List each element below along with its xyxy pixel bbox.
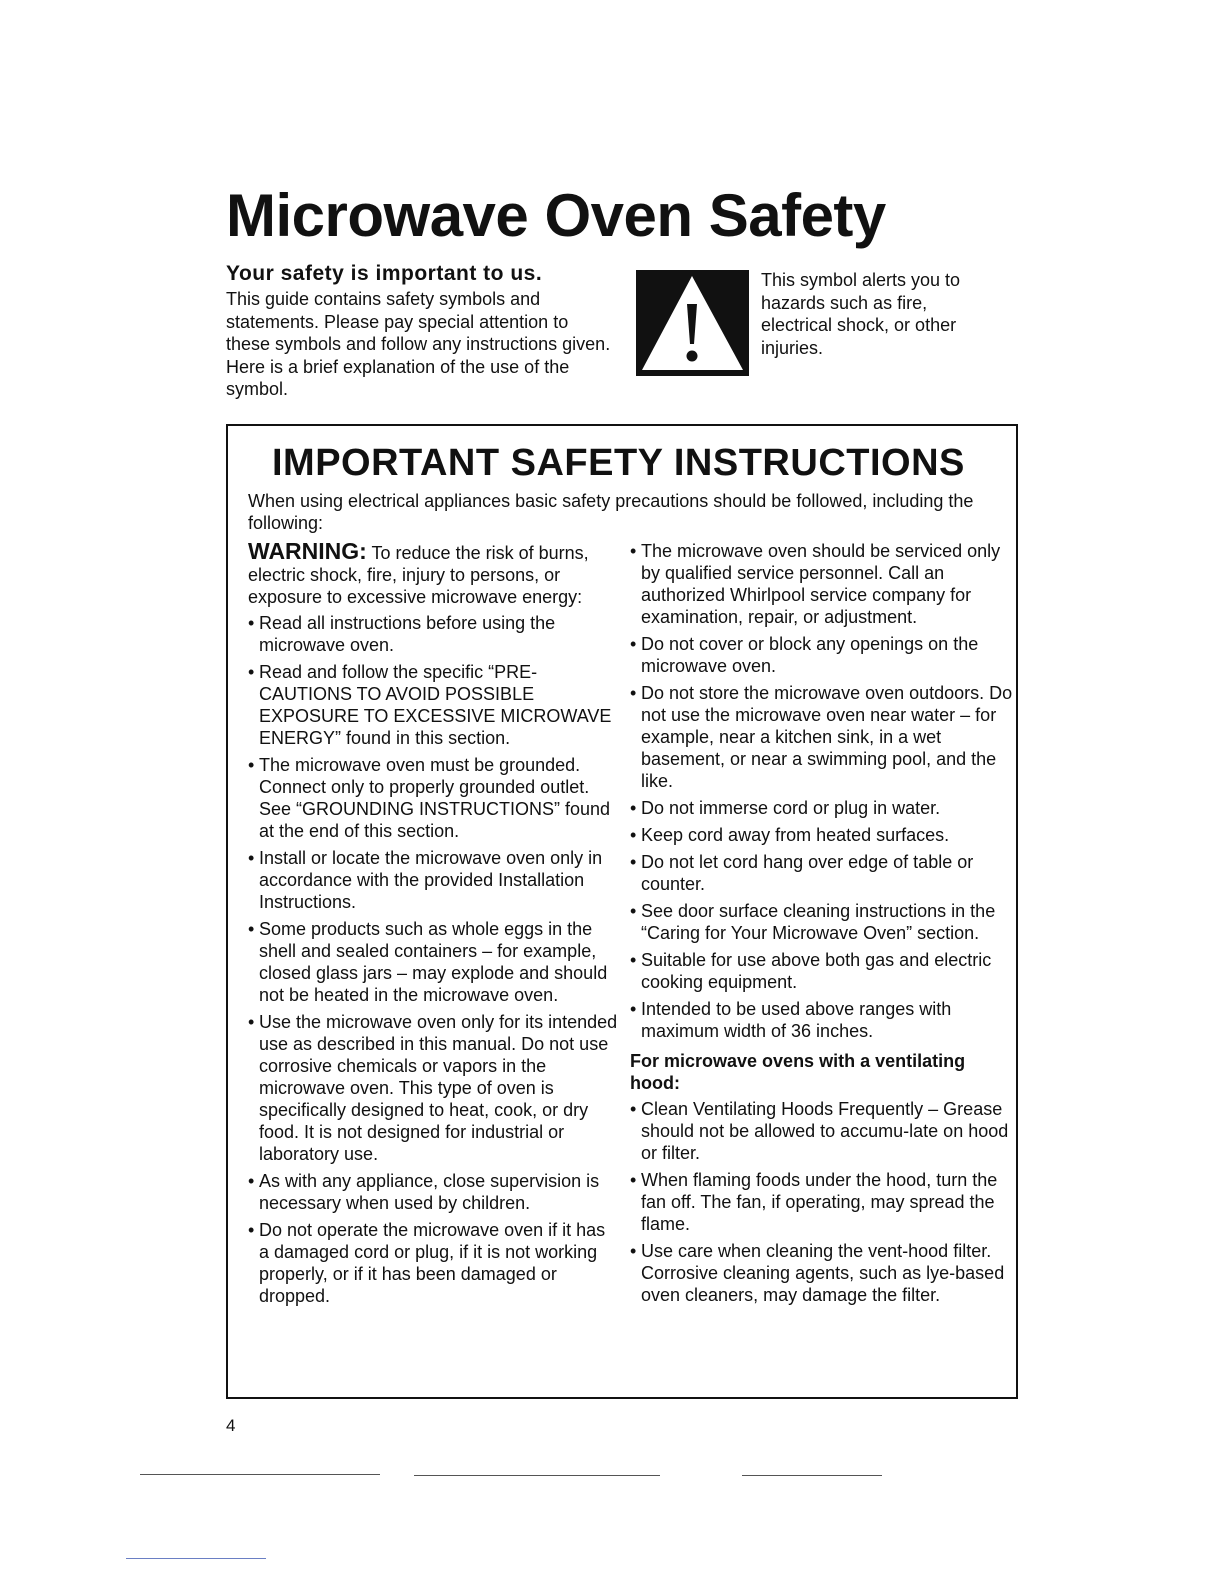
safety-instructions-box <box>226 424 1018 1399</box>
list-item: • Read all instructions before using the microwave oven. <box>248 612 618 656</box>
list-item: • Clean Ventilating Hoods Frequently – Grease should not be allowed to accumu-late on hood or filter. <box>630 1098 1014 1164</box>
list-item: • Do not let cord hang over edge of table or counter. <box>630 851 1014 895</box>
right-column <box>630 540 1014 1311</box>
page-number: 4 <box>226 1416 236 1435</box>
intro-text: This guide contains safety symbols and statements. Please pay special attention to these symbols and follow any instructions given. Here is a brief explanation of the use of the symbol. <box>226 289 611 399</box>
list-item: • Do not store the microwave oven outdoors. Do not use the microwave oven near water – for example, near a kitchen sink, in a wet basement, or near a swimming pool, and the like. <box>630 682 1014 792</box>
right-bullet-list <box>630 540 1014 1042</box>
box-title: IMPORTANT SAFETY INSTRUCTIONS <box>272 442 965 484</box>
list-item: • Do not immerse cord or plug in water. <box>630 797 1014 819</box>
list-item: • Keep cord away from heated surfaces. <box>630 824 1014 846</box>
list-item: • The microwave oven should be serviced only by qualified service personnel. Call an authorized Whirlpool service company for examination, repair, or adjustment. <box>630 540 1014 628</box>
warning-paragraph <box>248 540 618 608</box>
list-item: • Suitable for use above both gas and electric cooking equipment. <box>630 949 1014 993</box>
left-column <box>248 540 618 1312</box>
intro-section <box>226 262 616 401</box>
list-item: • Read and follow the specific “PRE-CAUTIONS TO AVOID POSSIBLE EXPOSURE TO EXCESSIVE MICROWAVE ENERGY” found in this section. <box>248 661 618 749</box>
list-item: • As with any appliance, close supervision is necessary when used by children. <box>248 1170 618 1214</box>
page-title: Microwave Oven Safety <box>226 182 886 249</box>
footer-rule <box>414 1475 660 1476</box>
list-item: • Do not cover or block any openings on the microwave oven. <box>630 633 1014 677</box>
list-item: • The microwave oven must be grounded. Connect only to properly grounded outlet. See “GROUNDING INSTRUCTIONS” found at the end of this section. <box>248 754 618 842</box>
box-intro: When using electrical appliances basic safety precautions should be followed, including the following: <box>248 491 974 533</box>
footer-rule <box>126 1558 266 1559</box>
list-item: • When flaming foods under the hood, turn the fan off. The fan, if operating, may spread the flame. <box>630 1169 1014 1235</box>
hood-heading: For microwave ovens with a ventilating hood: <box>630 1051 966 1093</box>
list-item: • Some products such as whole eggs in the shell and sealed containers – for example, closed glass jars – may explode and should not be heated in the microwave oven. <box>248 918 618 1006</box>
symbol-explanation: This symbol alerts you to hazards such as fire, electrical shock, or other injuries. <box>761 270 961 358</box>
footer-rule <box>742 1475 882 1476</box>
warning-text: To reduce the risk of burns, electric shock, fire, injury to persons, or exposure to excessive microwave energy: <box>248 543 589 607</box>
list-item: • Do not operate the microwave oven if it has a damaged cord or plug, if it is not working properly, or if it has been damaged or dropped. <box>248 1219 618 1307</box>
list-item: • See door surface cleaning instructions in the “Caring for Your Microwave Oven” section. <box>630 900 1014 944</box>
warning-label: WARNING: <box>248 538 367 564</box>
list-item: • Use care when cleaning the vent-hood filter. Corrosive cleaning agents, such as lye-based oven cleaners, may damage the filter. <box>630 1240 1014 1306</box>
warning-triangle-icon <box>636 270 749 376</box>
intro-heading: Your safety is important to us. <box>226 262 543 285</box>
list-item: • Install or locate the microwave oven only in accordance with the provided Installation Instructions. <box>248 847 618 913</box>
list-item: • Intended to be used above ranges with maximum width of 36 inches. <box>630 998 1014 1042</box>
hood-bullet-list <box>630 1098 1014 1306</box>
footer-rule <box>140 1474 380 1475</box>
left-bullet-list <box>248 612 618 1307</box>
list-item: • Use the microwave oven only for its intended use as described in this manual. Do not use corrosive chemicals or vapors in the microwave oven. This type of oven is specifically designed to heat, cook, or dry food. It is not designed for industrial or laboratory use. <box>248 1011 618 1165</box>
